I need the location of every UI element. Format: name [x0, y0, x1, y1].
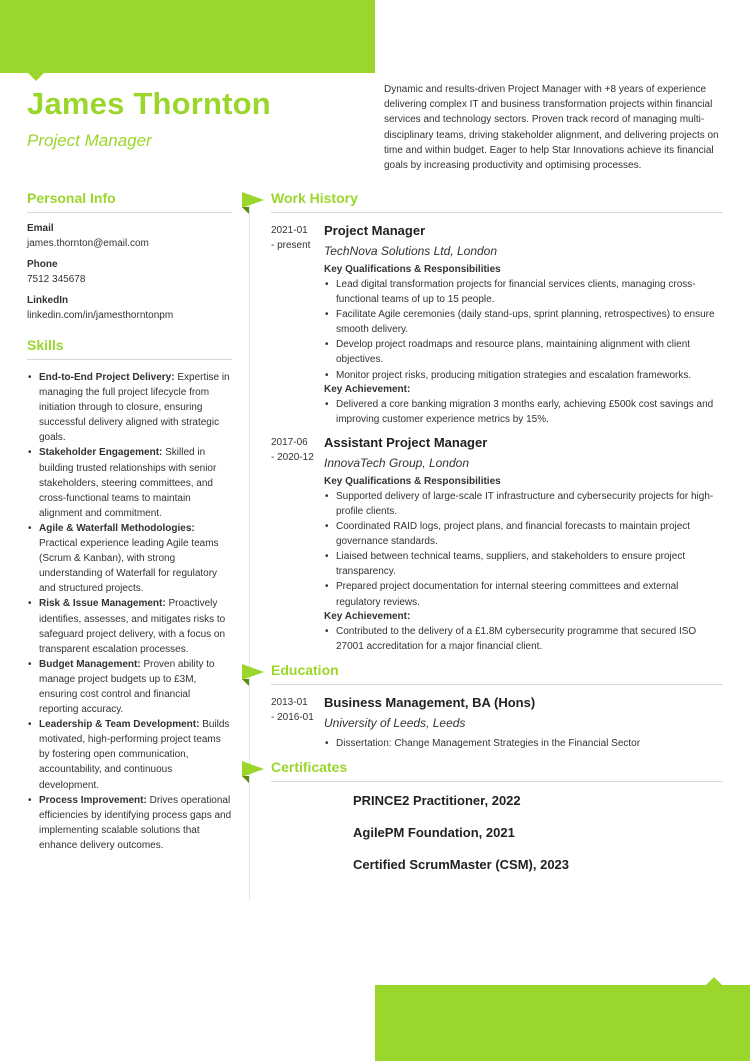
flag-icon — [242, 664, 264, 680]
skill-text: Practical experience leading Agile teams (Scrum & Kanban), with strong understanding of Waterfall for regulatory and structured projects. — [39, 538, 219, 595]
skill-label: Leadership & Team Development: — [39, 719, 200, 731]
list-item: • Lead digital transformation projects for financial services clients, managing cross-functional teams of up to 15 people. — [324, 277, 723, 307]
flag-fold-icon — [242, 679, 249, 686]
skills-heading: Skills — [27, 337, 232, 360]
education-entry — [242, 695, 723, 751]
email-value[interactable]: james.thornton@email.com — [27, 238, 149, 249]
candidate-title: Project Manager — [27, 131, 152, 150]
job-role: Assistant Project Manager — [324, 434, 488, 450]
degree-title: Business Management, BA (Hons) — [324, 694, 536, 710]
candidate-name: James Thornton — [27, 86, 271, 121]
header-accent-notch — [28, 73, 44, 81]
skill-item — [27, 521, 232, 596]
skill-item — [27, 657, 232, 717]
left-column — [27, 190, 232, 853]
education-details — [324, 736, 723, 751]
achievements-list — [324, 624, 723, 654]
list-item: • Monitor project risks, producing mitigation strategies and escalation frameworks. — [324, 368, 723, 383]
work-history-header — [242, 190, 723, 213]
job-start-date: 2021-01 — [271, 225, 308, 236]
flag-fold-icon — [242, 207, 249, 214]
job-entry — [242, 435, 723, 654]
responsibilities-heading: Key Qualifications & Responsibilities — [324, 264, 501, 275]
list-item: • Delivered a core banking migration 3 months early, achieving £500k cost savings and improving customer experience metrics by 15%. — [324, 397, 723, 427]
skill-item — [27, 445, 232, 520]
list-item: • Prepared project documentation for internal steering committees and external regulatory reviews. — [324, 579, 723, 609]
skill-label: Risk & Issue Management: — [39, 598, 166, 610]
right-column — [242, 190, 723, 872]
skill-item — [27, 370, 232, 445]
linkedin-label: LinkedIn — [27, 295, 69, 306]
skill-item — [27, 717, 232, 792]
job-entry — [242, 223, 723, 427]
certificate-item: AgilePM Foundation, 2021 — [353, 824, 515, 840]
email-label: Email — [27, 223, 54, 234]
list-item: • Supported delivery of large-scale IT infrastructure and cybersecurity projects for high-profile clients. — [324, 489, 723, 519]
footer-accent-notch — [706, 977, 722, 985]
list-item: • Dissertation: Change Management Strategies in the Financial Sector — [324, 736, 723, 751]
education-dates — [242, 695, 324, 751]
phone-block — [27, 259, 232, 285]
skill-label: End-to-End Project Delivery: — [39, 372, 175, 383]
skill-text: Proactively identifies, assesses, and mitigates risks to safeguard project delivery, with a focus on transparent escalation processes. — [39, 598, 226, 655]
email-block — [27, 223, 232, 249]
phone-value[interactable]: 7512 345678 — [27, 274, 86, 285]
certificate-item: Certified ScrumMaster (CSM), 2023 — [353, 856, 570, 872]
achievement-heading: Key Achievement: — [324, 383, 411, 395]
job-dates — [242, 435, 324, 654]
job-start-date: 2017-06 — [271, 436, 308, 448]
job-body — [324, 435, 723, 654]
linkedin-block — [27, 295, 232, 321]
skill-label: Agile & Waterfall Methodologies: — [39, 522, 195, 534]
job-company: TechNova Solutions Ltd, London — [324, 244, 498, 258]
responsibilities-heading: Key Qualifications & Responsibilities — [324, 475, 501, 487]
skill-item — [27, 596, 232, 656]
skill-item — [27, 793, 232, 853]
work-history-heading: Work History — [271, 190, 723, 213]
education-start-date: 2013-01 — [271, 696, 308, 708]
job-end-date: - 2020-12 — [271, 451, 314, 463]
education-body — [324, 695, 723, 751]
list-item: • Contributed to the delivery of a £1.8M cybersecurity programme that secured ISO 27001 accreditation for a major financial client. — [324, 624, 723, 654]
achievements-list — [324, 397, 723, 427]
header-accent-block — [0, 0, 375, 73]
responsibilities-list — [324, 489, 723, 610]
achievement-heading: Key Achievement: — [324, 610, 411, 622]
skill-text: Builds motivated, high-performing project teams by fostering open communication, accountability, and continuous development. — [39, 719, 230, 791]
job-dates — [242, 223, 324, 427]
skill-label: Stakeholder Engagement: — [39, 447, 163, 459]
job-end-date: - present — [271, 240, 311, 251]
flag-fold-icon — [242, 776, 249, 783]
education-heading: Education — [271, 662, 723, 685]
skill-label: Process Improvement: — [39, 794, 147, 806]
responsibilities-list — [324, 277, 723, 383]
education-end-date: - 2016-01 — [271, 711, 314, 723]
school-name: University of Leeds, Leeds — [324, 715, 466, 730]
certificates-header — [242, 759, 723, 782]
skill-text: Drives operational efficiencies by identifying process gaps and implementing scalable solutions that enhance delivery outcomes. — [39, 794, 232, 851]
skill-text: Expertise in managing the full project lifecycle from initiation through to closure, ensuring successful delivery aligned with strategic goals. — [39, 372, 230, 444]
certificate-item: PRINCE2 Practitioner, 2022 — [353, 792, 521, 808]
linkedin-value[interactable]: linkedin.com/in/jamesthorntonpm — [27, 310, 174, 321]
job-body — [324, 223, 723, 427]
certificates-heading: Certificates — [271, 759, 723, 782]
education-header — [242, 662, 723, 685]
flag-icon — [242, 192, 264, 208]
list-item: • Develop project roadmaps and resource plans, maintaining alignment with client objectives. — [324, 337, 723, 367]
education-section — [242, 662, 723, 751]
profile-summary: Dynamic and results-driven Project Manager with +8 years of experience delivering complex IT and business transformation projects within financial services and technology sectors. Proven track record of managing multi-disciplinary teams, driving stakeholder alignment, and delivering projects on time and within budget. Eager to help Star Innovations achieve its financial goals by increasing productivity and optimising processes. — [384, 84, 719, 172]
flag-icon — [242, 761, 264, 777]
skills-list — [27, 370, 232, 853]
work-history-section — [242, 190, 723, 654]
job-role: Project Manager — [324, 223, 426, 238]
skill-label: Budget Management: — [39, 658, 141, 670]
job-company: InnovaTech Group, London — [324, 455, 470, 470]
list-item: • Coordinated RAID logs, project plans, and financial forecasts to maintain project governance standards. — [324, 519, 723, 549]
certificates-section — [242, 759, 723, 872]
list-item: • Facilitate Agile ceremonies (daily stand-ups, sprint planning, retrospectives) to ensure smooth delivery. — [324, 307, 723, 337]
skill-text: Skilled in building trusted relationships with senior stakeholders, steering committees, and cross-functional teams to maintain alignment and commitment. — [39, 447, 217, 519]
skill-text: Proven ability to manage project budgets up to £3M, ensuring cost control and financial reporting accuracy. — [39, 658, 215, 716]
phone-label: Phone — [27, 259, 58, 270]
footer-accent-block — [375, 985, 750, 1061]
list-item: • Liaised between technical teams, suppliers, and stakeholders to ensure project transparency. — [324, 549, 723, 579]
personal-info-heading: Personal Info — [27, 190, 232, 213]
